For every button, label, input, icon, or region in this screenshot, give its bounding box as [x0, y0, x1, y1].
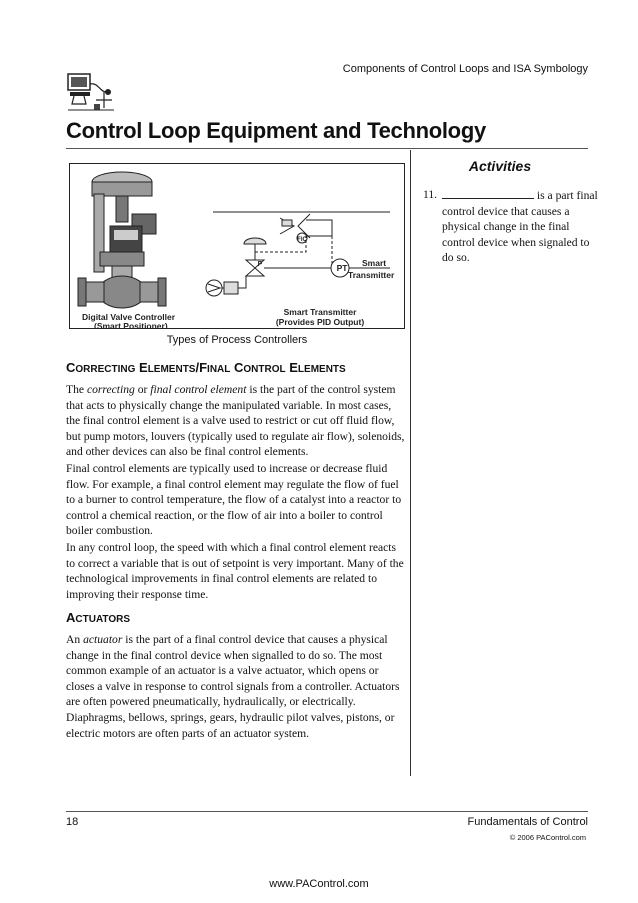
heading-smallcaps: LEMENTS	[147, 364, 196, 375]
heading-letter: A	[66, 610, 76, 625]
heading-smallcaps: CTUATORS	[75, 614, 131, 625]
footer-divider	[66, 811, 588, 812]
activity-item-11	[423, 187, 598, 266]
p-marker-label: P	[257, 261, 263, 268]
heading-letter: E	[139, 360, 148, 375]
italic-term: actuator	[83, 633, 123, 646]
heading-letter: F	[199, 360, 208, 375]
text-run: is the part of a final control device that causes a physical change in the final control device when signalled to do so. The most common example of an actuator is a valve actuator, which opens or closes a valve in response to control signals from a controller. Actuators are often powered pneumatically, hydraulically, or electrically. Diaphragms, bellows, springs, gears, hydraulic pilot valves, pistons, or electric motors are often parts of an actuator system.	[66, 633, 400, 740]
smart-positioner-label: (Smart Positioner)	[94, 321, 168, 328]
activities-title: Activities	[468, 158, 532, 174]
pid-output-label: (Provides PID Output)	[275, 317, 365, 327]
text-run: is the part of the control system that acts to physically change the manipulated variable. In most cases, the final control element is a valve used to restrict or cut off fluid flow, but pump motors, louvers (typically used to regulate air flow), solenoids, and other devices can also be final control elements.	[66, 383, 405, 459]
fill-in-blank	[442, 187, 534, 199]
heading-smallcaps: ORRECTING	[75, 364, 136, 375]
process-controllers-figure	[69, 163, 405, 329]
footer-url: www.PAControl.com	[269, 878, 369, 890]
valve-illustration	[78, 172, 166, 308]
text-run: or	[134, 383, 151, 396]
heading-slash: /	[195, 360, 200, 375]
title-divider	[66, 148, 588, 149]
activity-text: is a part	[534, 189, 574, 202]
heading-letter: E	[289, 360, 298, 375]
footer-copyright: © 2006 PAControl.com	[509, 833, 586, 842]
heading-letter: C	[234, 360, 244, 375]
page-number: 18	[66, 816, 79, 828]
pid-loop-diagram	[206, 212, 390, 296]
figure-caption: Types of Process Controllers	[166, 334, 308, 346]
computer-logo-icon	[66, 70, 116, 114]
running-header: Components of Control Loops and ISA Symbology	[342, 63, 588, 75]
column-divider	[410, 150, 411, 776]
text-run: The	[66, 383, 87, 396]
heading-smallcaps: INAL	[207, 364, 231, 375]
activity-number: 11.	[423, 188, 438, 201]
page-title: Control Loop Equipment and Technology	[66, 118, 486, 143]
activity-text-rest: final control device that causes a physical change in the final control device when signaled to do so.	[442, 189, 598, 265]
smart-label: Smart	[362, 258, 387, 268]
heading-smallcaps: LEMENTS	[297, 364, 346, 375]
section-heading-actuators	[66, 610, 130, 625]
paragraph-response-speed: In any control loop, the speed with which a final control element reacts to correct a variable that is out of setpoint is very important. Many of the technological improvements in final control elements are related to improving their response time.	[66, 541, 404, 601]
process-controllers-diagram	[70, 164, 404, 328]
digital-valve-controller-label: Digital Valve Controller	[82, 312, 176, 322]
paragraph-actuator-definition	[66, 632, 406, 741]
transmitter-label: Transmitter	[348, 270, 395, 280]
section-heading-correcting-elements	[66, 360, 346, 375]
italic-term: final control element	[150, 383, 247, 396]
paragraph-final-control-uses: Final control elements are typically used to increase or decrease fluid flow. For example, a final control element may regulate the flow of fuel to a burner to control temperature, the flow of a catalyst into a reactor to control a chemical reaction, or the flow of air into a boiler to control boiler combustion.	[66, 462, 402, 538]
pt-label: PT	[336, 263, 348, 273]
fic-label: FIC	[297, 237, 307, 243]
heading-letter: C	[66, 360, 76, 375]
text-run: An	[66, 633, 84, 646]
smart-transmitter-label: Smart Transmitter	[283, 307, 357, 317]
italic-term: correcting	[86, 383, 135, 396]
footer-book-title: Fundamentals of Control	[467, 816, 588, 828]
heading-smallcaps: ONTROL	[243, 364, 286, 375]
paragraph-correcting-definition	[66, 382, 406, 460]
